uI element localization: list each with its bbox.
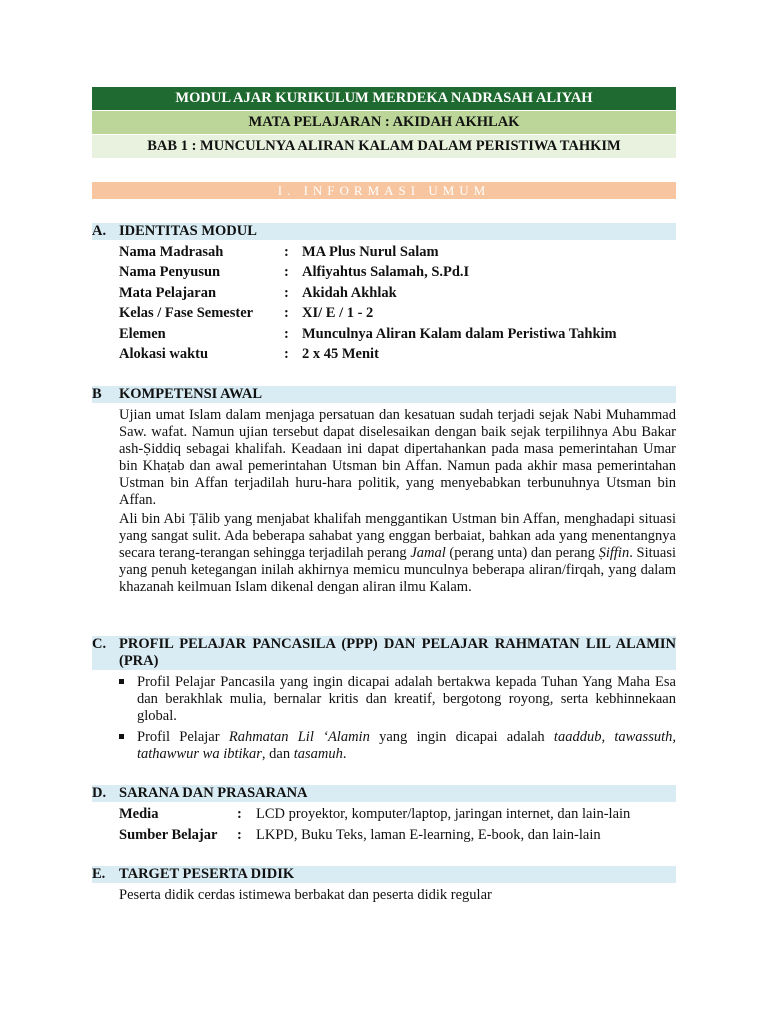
text-run: , dan bbox=[261, 746, 294, 762]
identity-colon: : bbox=[284, 326, 289, 342]
text-run: Ali bin Abi Ṭālib yang menjabat khalifah menggantikan Ustman bin Affan, menghadapi situasi yang sangat sulit. Ada beberapa sahabat yang enggan berbaiat, bahkan ada yang menentangnya secara terang-terangan sehingga terjadilah perang bbox=[119, 511, 676, 561]
identity-value: Akidah Akhlak bbox=[302, 285, 397, 301]
section-e-header bbox=[92, 866, 676, 883]
section-label: B bbox=[92, 386, 102, 402]
identity-key: Kelas / Fase Semester bbox=[119, 305, 254, 321]
identity-value: Munculnya Aliran Kalam dalam Peristiwa Tahkim bbox=[302, 326, 617, 342]
identity-colon: : bbox=[284, 346, 289, 362]
facility-value: LCD proyektor, komputer/laptop, jaringan internet, dan lain-lain bbox=[256, 806, 631, 822]
section-label: E. bbox=[92, 866, 106, 882]
list-item-text: Profil Pelajar Pancasila yang ingin dicapai adalah bertakwa kepada Tuhan Yang Maha Esa dan berakhlak mulia, bernalar kritis dan kreatif, bergotong royong, serta kebhinnekaan global. bbox=[137, 674, 676, 724]
identity-key: Nama Penyusun bbox=[119, 264, 221, 280]
facility-colon: : bbox=[237, 806, 242, 822]
identity-value: MA Plus Nurul Salam bbox=[302, 244, 439, 260]
facility-colon: : bbox=[237, 827, 242, 843]
italic-term: taaddub, tawassuth, tathawwur wa ibtikar bbox=[137, 729, 676, 762]
identity-value: XI/ E / 1 - 2 bbox=[302, 305, 374, 321]
competence-paragraph-1: Ujian umat Islam dalam menjaga persatuan dan kesatuan sudah terjadi sejak Nabi Muhammad Saw. wafat. Namun ujian tersebut dapat diselesaikan dengan baik sejak terpilihnya Abu Bakar ash-Ṣiddiq sebagai khalifah. Keadaan ini dapat dipertahankan pada masa pemerintahan Umar bin Khaṭab dan awal pemerintahan Utsman bin Affan. Namun pada akhir masa pemerintahan Ustman bin Affan terjadilah huru-hara politik, yang menyebabkan terbunuhnya Utsman bin Affan. bbox=[119, 407, 676, 508]
identity-colon: : bbox=[284, 244, 289, 260]
bullet-square-icon bbox=[119, 734, 124, 739]
identity-colon: : bbox=[284, 264, 289, 280]
italic-term: tasamuh bbox=[293, 746, 343, 762]
section-title: TARGET PESERTA DIDIK bbox=[119, 866, 295, 882]
italic-term: Ṣiffin bbox=[598, 545, 630, 561]
identity-colon: : bbox=[284, 305, 289, 321]
identity-key: Mata Pelajaran bbox=[119, 285, 217, 301]
identity-key: Nama Madrasah bbox=[119, 244, 224, 260]
identity-value: 2 x 45 Menit bbox=[302, 346, 379, 362]
section-label: A. bbox=[92, 223, 107, 239]
section-title: PROFIL PELAJAR PANCASILA (PPP) DAN PELAJAR RAHMATAN LIL ALAMIN (PRA) bbox=[119, 636, 676, 669]
text-run: yang ingin dicapai adalah bbox=[369, 729, 554, 745]
italic-term: Rahmatan Lil ‘Alamin bbox=[228, 729, 370, 745]
section-label: C. bbox=[92, 636, 107, 652]
list-item bbox=[119, 729, 676, 763]
facility-key: Sumber Belajar bbox=[119, 827, 218, 843]
facility-key: Media bbox=[119, 806, 159, 822]
chapter-title: BAB 1 : MUNCULNYA ALIRAN KALAM DALAM PERISTIWA TAHKIM bbox=[92, 135, 676, 158]
identity-value: Alfiyahtus Salamah, S.Pd.I bbox=[302, 264, 470, 280]
section-b-header bbox=[92, 386, 676, 403]
target-text: Peserta didik cerdas istimewa berbakat dan peserta didik regular bbox=[119, 887, 492, 903]
text-run: Profil Pelajar bbox=[137, 729, 229, 745]
bullet-square-icon bbox=[119, 679, 124, 684]
section-title: KOMPETENSI AWAL bbox=[119, 386, 263, 402]
list-item bbox=[119, 674, 676, 725]
section-d-header bbox=[92, 785, 676, 802]
identity-key: Alokasi waktu bbox=[119, 346, 209, 362]
competence-paragraph-2 bbox=[119, 511, 676, 596]
section-title: IDENTITAS MODUL bbox=[119, 223, 257, 239]
module-title: MODUL AJAR KURIKULUM MERDEKA NADRASAH ALIYAH bbox=[92, 87, 676, 110]
facility-value: LKPD, Buku Teks, laman E-learning, E-book, dan lain-lain bbox=[256, 827, 601, 843]
text-run: (perang unta) dan perang bbox=[445, 545, 599, 561]
identity-key: Elemen bbox=[119, 326, 166, 342]
section-heading-informasi-umum: I. INFORMASI UMUM bbox=[92, 182, 676, 199]
profile-list bbox=[119, 674, 676, 767]
section-title: SARANA DAN PRASARANA bbox=[119, 785, 308, 801]
text-run: . Situasi yang penuh ketegangan inilah akhirnya memicu munculnya beberapa aliran/firqah, yang dalam khazanah keilmuan Islam dikenal dengan aliran ilmu Kalam. bbox=[119, 545, 676, 595]
text-run: . bbox=[342, 746, 347, 762]
section-label: D. bbox=[92, 785, 107, 801]
subject-title: MATA PELAJARAN : AKIDAH AKHLAK bbox=[92, 111, 676, 134]
identity-colon: : bbox=[284, 285, 289, 301]
italic-term: Jamal bbox=[410, 545, 446, 561]
section-a-header bbox=[92, 223, 676, 240]
